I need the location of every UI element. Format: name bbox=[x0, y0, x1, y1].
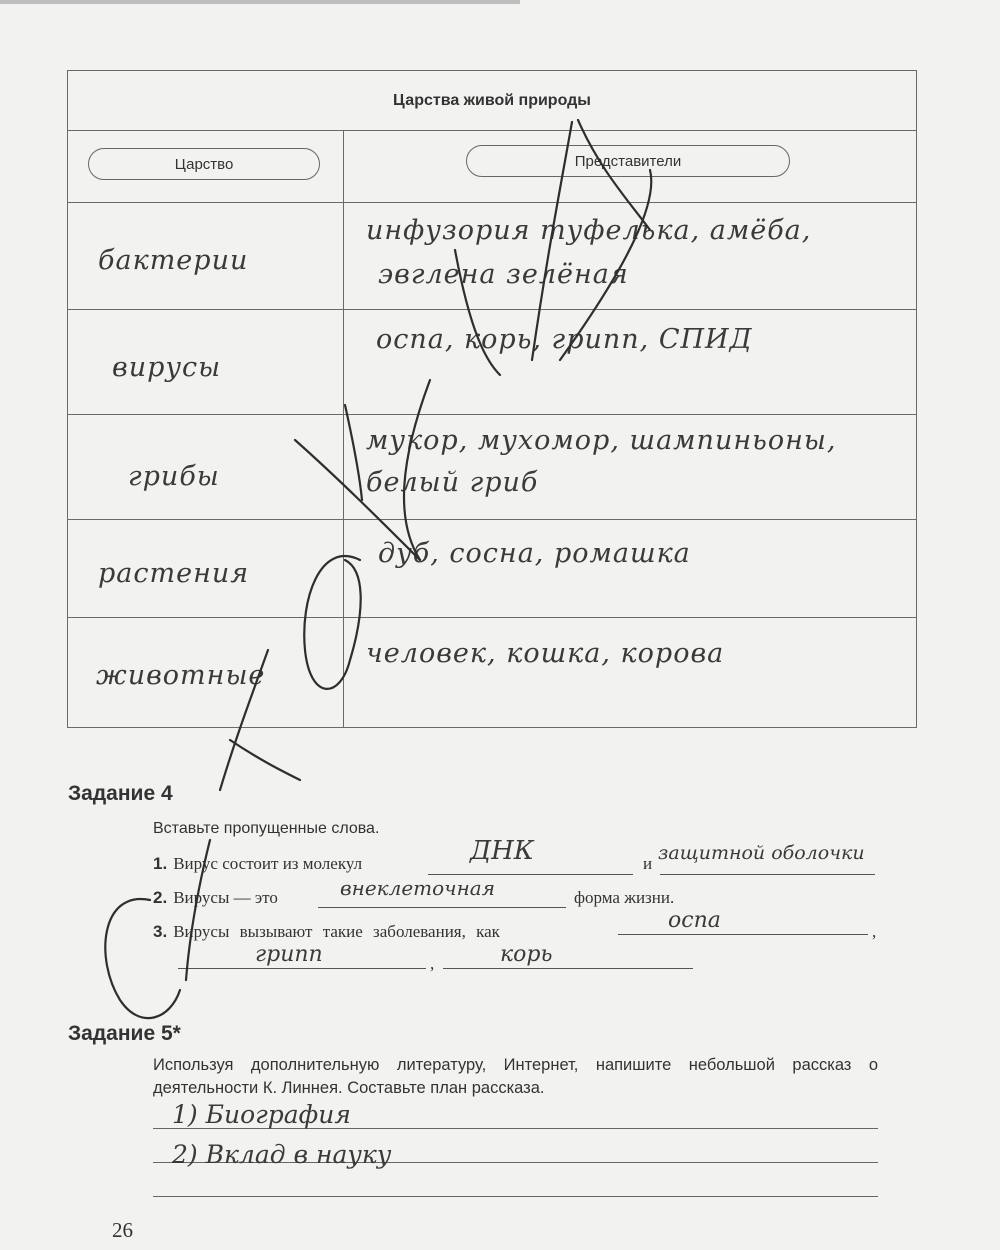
kingdom-cell: растения bbox=[98, 558, 250, 589]
representatives-line: дуб, сосна, ромашка bbox=[378, 538, 691, 569]
scribble-stroke bbox=[455, 250, 500, 375]
item-tail: форма жизни. bbox=[574, 888, 675, 907]
item-number: 1. bbox=[153, 854, 168, 873]
table-title: Царства живой природы bbox=[68, 71, 916, 131]
page-number: 26 bbox=[112, 1218, 133, 1242]
kingdom-cell: вирусы bbox=[112, 352, 222, 383]
representatives-line: эвглена зелёная bbox=[378, 259, 629, 290]
comma: , bbox=[872, 922, 877, 941]
header-representatives: Представители bbox=[466, 145, 790, 177]
conjunction: и bbox=[643, 854, 653, 873]
scribble-stroke bbox=[578, 120, 650, 230]
comma: , bbox=[430, 954, 435, 973]
scribble-stroke bbox=[304, 556, 360, 689]
kingdom-cell: грибы bbox=[128, 461, 220, 492]
answer-fill: 1) Биография bbox=[172, 1100, 351, 1129]
scribble-stroke bbox=[186, 840, 210, 980]
scribble-stroke bbox=[230, 740, 300, 780]
representatives-line: человек, кошка, корова bbox=[366, 638, 725, 669]
header-kingdom: Царство bbox=[88, 148, 320, 180]
kingdom-cell: бактерии bbox=[98, 245, 249, 276]
representatives-line: белый гриб bbox=[366, 467, 539, 498]
task4-instruction: Вставьте пропущенные слова. bbox=[153, 820, 380, 837]
scribble-stroke bbox=[220, 650, 268, 790]
item-text: Вирусы — это bbox=[173, 888, 278, 907]
answer-fill: ДНК bbox=[470, 836, 534, 866]
scribble-stroke bbox=[532, 122, 572, 360]
scribble-stroke bbox=[295, 440, 420, 560]
item-text: Вирус состоит из молекул bbox=[173, 854, 363, 873]
item-number: 3. bbox=[153, 922, 168, 941]
answer-fill: грипп bbox=[255, 942, 323, 967]
answer-fill: защитной оболочки bbox=[658, 842, 865, 864]
answer-fill: внеклеточная bbox=[340, 876, 495, 900]
scribble-stroke bbox=[404, 380, 430, 560]
kingdom-cell: животные bbox=[96, 660, 266, 691]
item-text: Вирусы вызывают такие заболевания, как bbox=[173, 922, 500, 941]
scribble-stroke bbox=[105, 899, 180, 1018]
task4-title: Задание 4 bbox=[68, 782, 173, 805]
representatives-line: мукор, мухомор, шампиньоны, bbox=[366, 425, 837, 456]
task5-text: Используя дополнительную литературу, Интернет, напишите небольшой рассказ о деятельности К. Линнея. Составьте план рассказа. bbox=[153, 1056, 878, 1097]
representatives-line: оспа, корь, грипп, СПИД bbox=[376, 324, 753, 355]
scribble-stroke bbox=[560, 170, 651, 360]
item-number: 2. bbox=[153, 888, 168, 907]
task5-title: Задание 5* bbox=[68, 1022, 181, 1045]
scribble-stroke bbox=[345, 405, 362, 500]
answer-fill: корь bbox=[500, 942, 553, 967]
representatives-line: инфузория туфелька, амёба, bbox=[366, 215, 812, 246]
answer-fill: 2) Вклад в науку bbox=[172, 1140, 392, 1169]
answer-fill: оспа bbox=[668, 908, 721, 933]
